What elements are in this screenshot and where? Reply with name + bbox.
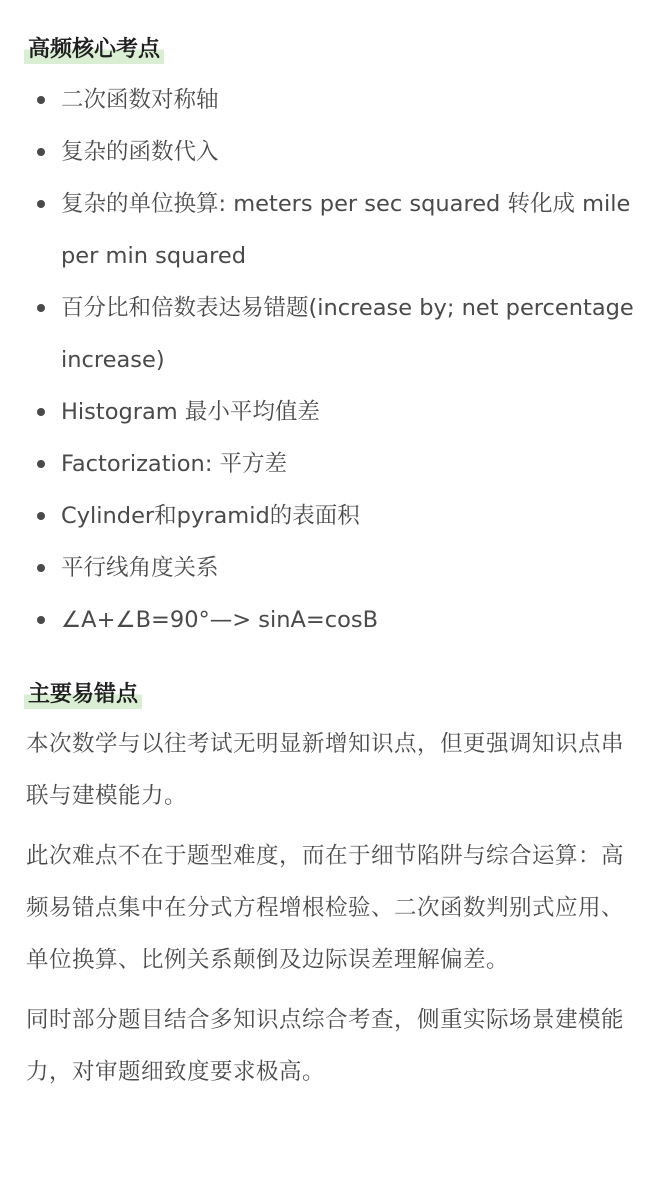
bullet-icon [37, 304, 45, 312]
list-item-text: 二次函数对称轴 [61, 87, 219, 113]
list-item-text: Factorization: 平方差 [61, 451, 288, 477]
bullet-icon [37, 148, 45, 156]
list-item-text: 复杂的函数代入 [61, 139, 219, 165]
list-item [26, 594, 634, 646]
list-item [26, 74, 634, 126]
section-heading-core-points: 高频核心考点 [24, 32, 164, 64]
list-item [26, 282, 634, 386]
bullet-icon [37, 96, 45, 104]
bullet-icon [37, 200, 45, 208]
core-points-list [26, 74, 634, 646]
bullet-icon [37, 460, 45, 468]
list-item [26, 542, 634, 594]
list-item-text: Cylinder和pyramid的表面积 [61, 503, 360, 529]
list-item [26, 126, 634, 178]
list-item-text: 平行线角度关系 [61, 555, 219, 581]
bullet-icon [37, 616, 45, 624]
bullet-icon [37, 564, 45, 572]
list-item [26, 386, 634, 438]
list-item-text: Histogram 最小平均值差 [61, 399, 320, 425]
list-item [26, 178, 634, 282]
section-heading-common-mistakes: 主要易错点 [24, 677, 142, 709]
paragraph: 同时部分题目结合多知识点综合考查，侧重实际场景建模能力，对审题细致度要求极高。 [26, 1007, 625, 1085]
list-item [26, 490, 634, 542]
list-item [26, 438, 634, 490]
paragraph: 此次难点不在于题型难度，而在于细节陷阱与综合运算：高频易错点集中在分式方程增根检验、二次函数判别式应用、单位换算、比例关系颠倒及边际误差理解偏差。 [26, 843, 625, 973]
bullet-icon [37, 408, 45, 416]
bullet-icon [37, 512, 45, 520]
paragraph: 本次数学与以往考试无明显新增知识点，但更强调知识点串联与建模能力。 [26, 731, 625, 809]
list-item-text: ∠A+∠B=90°—> sinA=cosB [61, 607, 379, 633]
list-item-text: 复杂的单位换算: meters per sec squared 转化成 mile per min squared [61, 191, 631, 269]
list-item-text: 百分比和倍数表达易错题(increase by; net percentage increase) [61, 295, 634, 373]
